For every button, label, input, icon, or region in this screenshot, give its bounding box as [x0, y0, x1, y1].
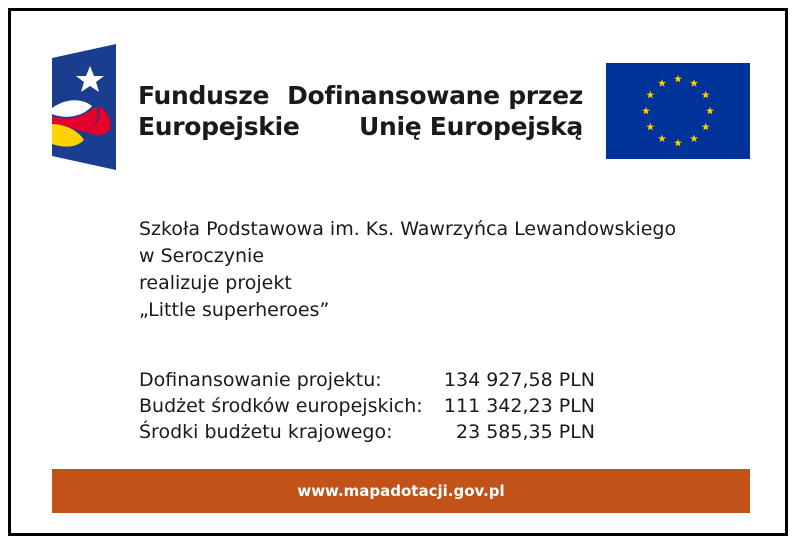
footer-url-link[interactable]: www.mapadotacji.gov.pl — [297, 482, 505, 500]
funds-europe-logo-icon — [52, 44, 116, 170]
funding-value: 111 342,23 PLN — [443, 395, 595, 417]
funds-line-1: Fundusze — [138, 81, 270, 110]
funding-row — [139, 367, 595, 393]
project-name: „Little superheroes” — [139, 299, 330, 321]
funds-europe-wordmark — [138, 80, 300, 142]
project-action: realizuje projekt — [139, 272, 292, 294]
eu-line-2: Unię Europejską — [358, 112, 583, 141]
project-description — [139, 216, 676, 324]
funding-row — [139, 393, 595, 419]
footer-url-bar — [52, 469, 750, 513]
school-name: Szkoła Podstawowa im. Ks. Wawrzyńca Lewandowskiego — [139, 218, 677, 240]
school-place: w Seroczynie — [139, 245, 265, 267]
eu-line-1: Dofinansowane przez — [287, 81, 583, 110]
funding-label: Budżet środków europejskich: — [139, 395, 423, 417]
funds-line-2: Europejskie — [138, 112, 300, 141]
funding-label: Środki budżetu krajowego: — [139, 421, 393, 443]
eu-flag-icon — [606, 63, 750, 159]
funding-table — [139, 367, 595, 445]
eu-cofinanced-wordmark — [287, 80, 583, 142]
funding-row — [139, 419, 595, 445]
funding-value: 134 927,58 PLN — [443, 369, 595, 391]
funding-value: 23 585,35 PLN — [456, 421, 595, 443]
funding-label: Dofinansowanie projektu: — [139, 369, 382, 391]
